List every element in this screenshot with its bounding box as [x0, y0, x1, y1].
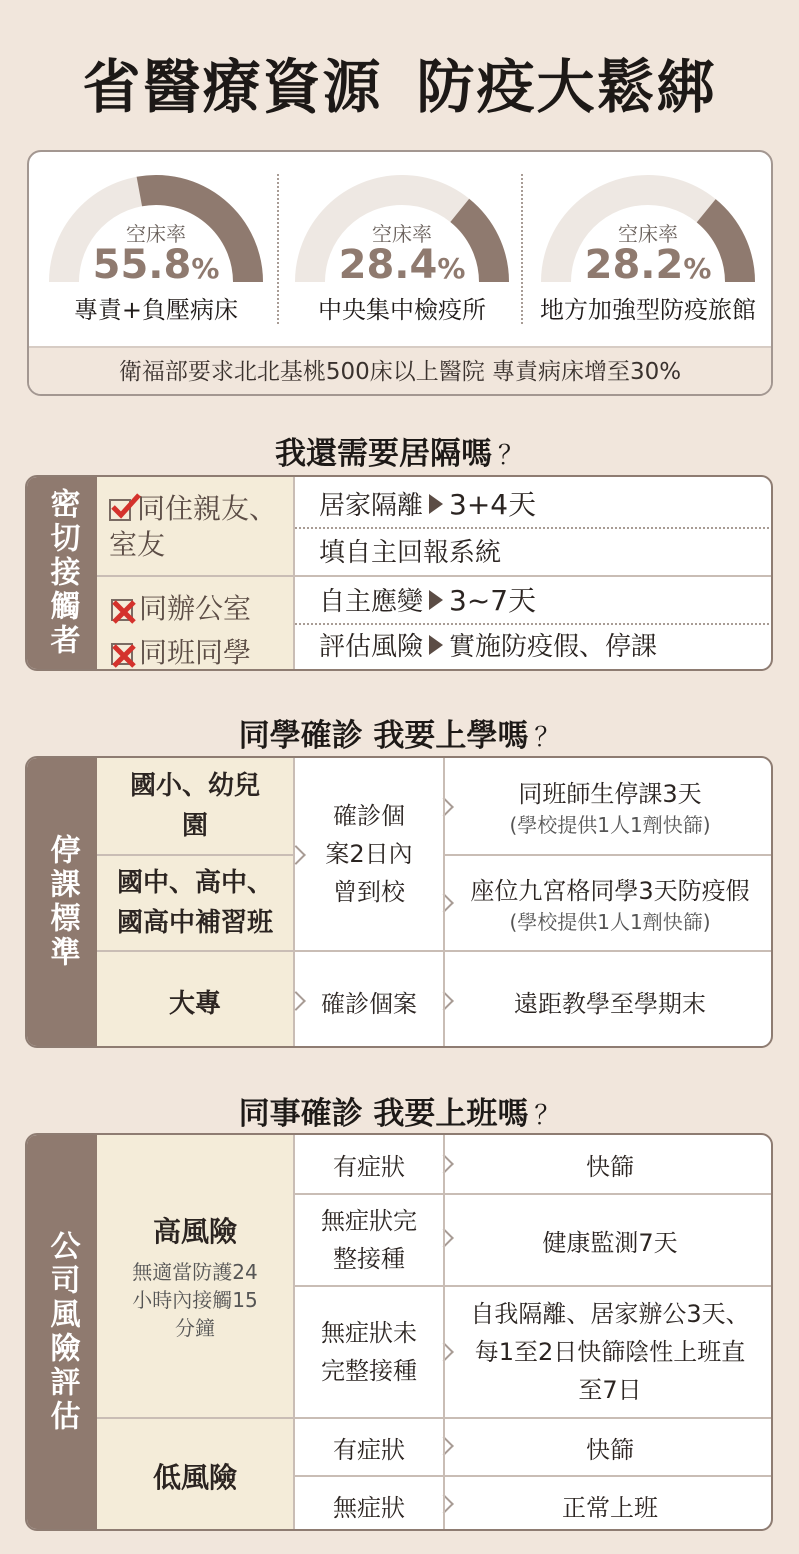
low-risk-cell: 低風險	[97, 1417, 293, 1531]
school-heading: 同學確診 我要上學嗎 ？	[238, 718, 561, 754]
res-cell: 快篩	[443, 1417, 773, 1475]
res-cell: 快篩	[443, 1135, 773, 1193]
cond-cell: 有症狀	[293, 1417, 443, 1475]
side-label: 公司風險評估	[27, 1135, 97, 1529]
level-cell: 國中、高中、國高中補習班	[97, 854, 293, 950]
cross-icon	[111, 599, 133, 621]
res-cell: 自我隔離、居家辦公3天、每1至2日快篩陰性上班直至7日	[443, 1285, 773, 1417]
side-label: 密切接觸者	[27, 477, 97, 669]
result-row: 自主應變 3~7天	[319, 584, 537, 617]
other-contact: 同班同學	[111, 631, 251, 671]
bed-vacancy-panel	[27, 150, 773, 396]
cond-cell: 有症狀	[293, 1135, 443, 1193]
other-contacts-cell	[97, 575, 293, 671]
work-panel	[25, 1133, 773, 1531]
condition-cell: 確診個案	[293, 950, 443, 1048]
level-cell: 國小、幼兒園	[97, 758, 293, 854]
quarantine-panel	[25, 475, 773, 671]
result-cell: 座位九宮格同學3天防疫假 (學校提供1人1劑快篩)	[443, 854, 773, 950]
other-contact: 同辦公室	[111, 587, 251, 631]
result-row: 評估風險 實施防疫假、停課	[319, 632, 658, 662]
cond-cell: 無症狀未完整接種	[293, 1285, 443, 1417]
gauge: 空床率 55.8% 專責+負壓病床	[41, 170, 271, 338]
quarantine-heading: 我還需要居隔嗎 ？	[274, 436, 524, 472]
res-cell: 正常上班	[443, 1475, 773, 1531]
school-panel	[25, 756, 773, 1048]
quarantine-results	[293, 477, 773, 671]
page-title: 省醫療資源 防疫大鬆綁	[82, 53, 717, 121]
check-icon	[109, 499, 131, 521]
result-cell: 遠距教學至學期末	[443, 950, 773, 1048]
gauge: 空床率 28.4% 中央集中檢疫所	[287, 170, 517, 338]
cross-icon	[111, 643, 133, 665]
cond-cell: 無症狀	[293, 1475, 443, 1531]
result-row: 居家隔離 3+4天	[319, 488, 537, 521]
condition-cell: 確診個案2日內曾到校	[293, 758, 443, 950]
side-label: 停課標準	[27, 758, 97, 1046]
work-heading: 同事確診 我要上班嗎 ？	[238, 1096, 561, 1132]
close-contact-cell: 同住親友、室友	[97, 477, 293, 577]
cond-cell: 無症狀完整接種	[293, 1193, 443, 1285]
res-cell: 健康監測7天	[443, 1193, 773, 1285]
result-row: 填自主回報系統	[319, 538, 502, 568]
policy-note: 衛福部要求北北基桃500床以上醫院 專責病床增至30%	[29, 346, 771, 394]
gauge: 空床率 28.2% 地方加強型防疫旅館	[533, 170, 763, 338]
result-cell: 同班師生停課3天 (學校提供1人1劑快篩)	[443, 758, 773, 854]
level-cell: 大專	[97, 950, 293, 1048]
high-risk-cell: 高風險 無適當防護24小時內接觸15分鐘	[97, 1135, 293, 1417]
